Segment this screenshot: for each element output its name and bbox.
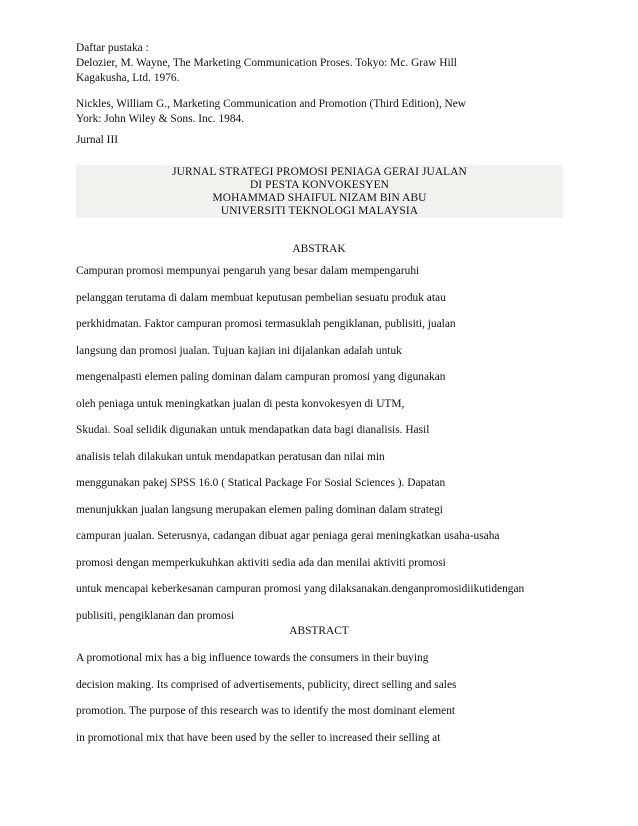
journal-title-line-2: DI PESTA KONVOKESYEN bbox=[249, 179, 390, 191]
journal-institution: UNIVERSITI TEKNOLOGI MALAYSIA bbox=[220, 205, 419, 217]
abstrak-line: menunjukkan jualan langsung merupakan elemen paling dominan dalam strategi bbox=[76, 503, 443, 516]
abstrak-line: langsung dan promosi jualan. Tujuan kajian ini dijalankan adalah untuk bbox=[76, 344, 402, 357]
jurnal-label-text: Jurnal III bbox=[76, 134, 119, 146]
abstrak-line: perkhidmatan. Faktor campuran promosi termasuklah pengiklanan, publisiti, jualan bbox=[76, 318, 456, 330]
abstract-line: A promotional mix has a big influence towards the consumers in their buying bbox=[76, 652, 429, 664]
reference-2-line-1: Nickles, William G., Marketing Communication and Promotion (Third Edition), New bbox=[76, 98, 467, 110]
abstract-line: decision making. Its comprised of advertisements, publicity, direct selling and sales bbox=[76, 678, 457, 691]
reference-1-line-2: Kagakusha, Ltd. 1976. bbox=[76, 72, 180, 84]
references-heading bbox=[76, 41, 546, 56]
references-heading-text: Daftar pustaka : bbox=[76, 42, 149, 54]
abstrak-line: Campuran promosi mempunyai pengaruh yang besar dalam mempengaruhi bbox=[76, 265, 420, 277]
abstrak-line: Skudai. Soal selidik digunakan untuk mendapatkan data bagi dianalisis. Hasil bbox=[76, 424, 430, 436]
journal-author: MOHAMMAD SHAIFUL NIZAM BIN ABU bbox=[212, 192, 427, 204]
reference-entry-2 bbox=[76, 97, 546, 127]
abstrak-line: menggunakan pakej SPSS 16.0 ( Statical Package For Sosial Sciences ). Dapatan bbox=[76, 477, 446, 489]
journal-title-box bbox=[76, 165, 563, 218]
abstract-line: promotion. The purpose of this research was to identify the most dominant element bbox=[76, 705, 456, 717]
abstrak-heading: ABSTRAK bbox=[292, 243, 346, 255]
reference-1-line-1: Delozier, M. Wayne, The Marketing Communication Proses. Tokyo: Mc. Graw Hill bbox=[76, 57, 457, 69]
abstrak-line: untuk mencapai keberkesanan campuran promosi yang dilaksanakan.denganpromosidiikutidengan bbox=[76, 583, 525, 595]
abstract-line: in promotional mix that have been used by the seller to increased their selling at bbox=[76, 731, 441, 744]
abstract-heading: ABSTRACT bbox=[289, 625, 349, 637]
abstrak-line: pelanggan terutama di dalam membuat keputusan pembelian sesuatu produk atau bbox=[76, 291, 446, 304]
abstrak-line: publisiti, pengiklanan dan promosi bbox=[76, 609, 235, 622]
jurnal-label bbox=[76, 133, 546, 148]
abstrak-line: mengenalpasti elemen paling dominan dalam campuran promosi yang digunakan bbox=[76, 371, 446, 383]
abstrak-line: promosi dengan memperkukuhkan aktiviti sedia ada dan menilai aktiviti promosi bbox=[76, 556, 446, 569]
abstrak-line: campuran jualan. Seterusnya, cadangan dibuat agar peniaga gerai meningkatkan usaha-usaha bbox=[76, 530, 500, 542]
abstrak-line: oleh peniaga untuk meningkatkan jualan di pesta konvokesyen di UTM, bbox=[76, 397, 405, 410]
abstrak-line: analisis telah dilakukan untuk mendapatkan peratusan dan nilai min bbox=[76, 450, 385, 463]
reference-2-line-2: York: John Wiley & Sons. Inc. 1984. bbox=[76, 113, 245, 125]
reference-entry-1 bbox=[76, 56, 546, 86]
journal-title-line-1: JURNAL STRATEGI PROMOSI PENIAGA GERAI JUALAN bbox=[172, 166, 467, 178]
